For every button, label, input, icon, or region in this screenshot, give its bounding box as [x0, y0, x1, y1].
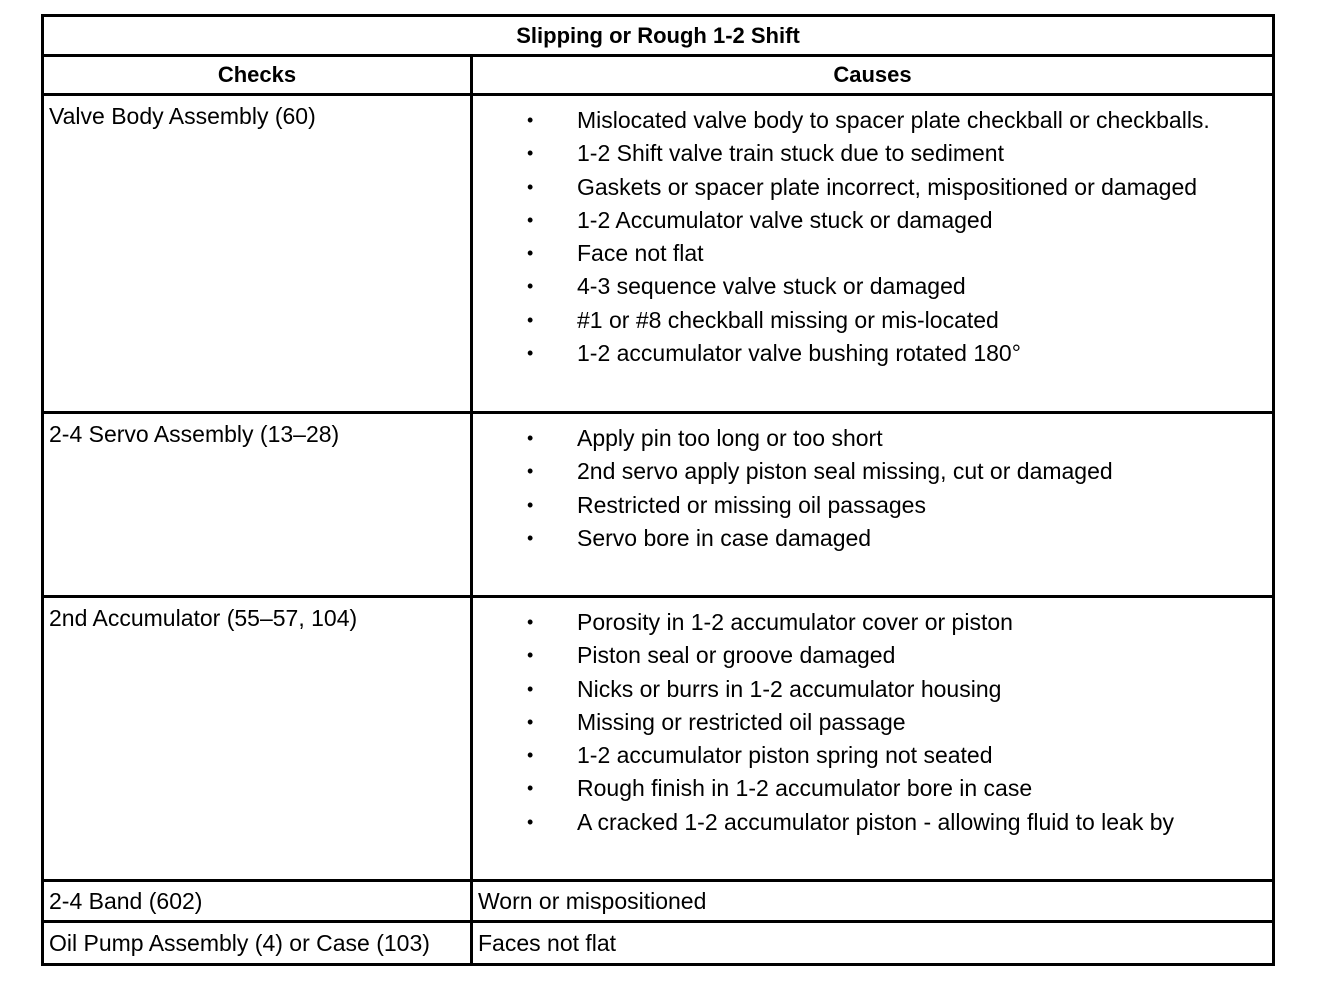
list-item — [473, 422, 1272, 455]
cause-text: 2nd servo apply piston seal missing, cut or damaged — [577, 458, 1113, 485]
list-item — [473, 104, 1272, 137]
cause-text: 4-3 sequence valve stuck or damaged — [577, 273, 966, 300]
bullet: • — [527, 143, 534, 164]
bullet: • — [527, 778, 534, 799]
bullet: • — [527, 612, 534, 632]
list-item — [473, 639, 1272, 672]
check-oil-pump: Oil Pump Assembly (4) or Case (103) — [43, 922, 472, 965]
cause-text: A cracked 1-2 accumulator piston - allowing fluid to leak by — [577, 808, 1175, 835]
bullet: • — [527, 645, 534, 666]
bullet: • — [527, 811, 534, 832]
list-item — [473, 171, 1272, 204]
check-valve-body: Valve Body Assembly (60) — [43, 95, 472, 413]
bullet: • — [527, 428, 534, 448]
list-item — [473, 606, 1272, 639]
list-item — [473, 304, 1272, 337]
causes-header: Causes — [472, 56, 1274, 95]
bullet: • — [527, 110, 534, 130]
list-item — [473, 337, 1272, 370]
cause-text: 1-2 accumulator valve bushing rotated 180° — [577, 340, 1021, 367]
list-item — [473, 706, 1272, 739]
cause-text: Restricted or missing oil passages — [577, 491, 926, 518]
cause-text: Missing or restricted oil passage — [577, 708, 906, 735]
list-item — [473, 204, 1272, 237]
list-item — [473, 237, 1272, 270]
list-item — [473, 455, 1272, 488]
cause-text: 1-2 accumulator piston spring not seated — [577, 742, 993, 769]
causes-valve-body — [472, 95, 1274, 413]
causes-servo — [472, 413, 1274, 597]
bullet: • — [527, 494, 534, 515]
cause-text: Gaskets or spacer plate incorrect, mispositioned or damaged — [577, 173, 1198, 200]
bullet: • — [527, 461, 534, 482]
diagnosis-table — [41, 14, 1275, 966]
cause-list — [473, 606, 1272, 839]
cause-text: 1-2 Accumulator valve stuck or damaged — [577, 206, 993, 233]
bullet: • — [527, 209, 534, 230]
bullet: • — [527, 711, 534, 732]
bullet: • — [527, 276, 534, 297]
table-title: Slipping or Rough 1-2 Shift — [43, 16, 1274, 56]
cause-list — [473, 104, 1272, 370]
check-accumulator: 2nd Accumulator (55–57, 104) — [43, 597, 472, 881]
table-row — [43, 881, 1274, 922]
bullet: • — [527, 678, 534, 699]
list-item — [473, 270, 1272, 303]
bullet: • — [527, 343, 534, 364]
list-item — [473, 772, 1272, 805]
list-item — [473, 137, 1272, 170]
cause-text: 1-2 Shift valve train stuck due to sediment — [577, 140, 1004, 167]
list-item — [473, 739, 1272, 772]
check-band: 2-4 Band (602) — [43, 881, 472, 922]
list-item — [473, 806, 1272, 839]
bullet: • — [527, 243, 534, 264]
table-row — [43, 597, 1274, 881]
cause-band: Worn or mispositioned — [472, 881, 1274, 922]
cause-text: Piston seal or groove damaged — [577, 642, 896, 669]
bullet: • — [527, 745, 534, 766]
check-servo: 2-4 Servo Assembly (13–28) — [43, 413, 472, 597]
cause-text: Rough finish in 1-2 accumulator bore in case — [577, 775, 1033, 802]
bullet: • — [527, 527, 534, 548]
list-item — [473, 673, 1272, 706]
cause-list — [473, 422, 1272, 555]
table-row — [43, 413, 1274, 597]
cause-text: Nicks or burrs in 1-2 accumulator housing — [577, 675, 1002, 702]
cause-text: Apply pin too long or too short — [577, 425, 883, 451]
cause-text: Porosity in 1-2 accumulator cover or piston — [577, 609, 1013, 635]
cause-text: Mislocated valve body to spacer plate checkball or checkballs. — [577, 107, 1210, 133]
table-row — [43, 95, 1274, 413]
cause-oil-pump: Faces not flat — [472, 922, 1274, 965]
cause-text: #1 or #8 checkball missing or mis-located — [577, 306, 999, 333]
checks-header: Checks — [43, 56, 472, 95]
bullet: • — [527, 309, 534, 330]
cause-text: Face not flat — [577, 240, 704, 267]
causes-accumulator — [472, 597, 1274, 881]
bullet: • — [527, 176, 534, 197]
table-row — [43, 922, 1274, 965]
list-item — [473, 522, 1272, 555]
list-item — [473, 489, 1272, 522]
cause-text: Servo bore in case damaged — [577, 524, 872, 551]
